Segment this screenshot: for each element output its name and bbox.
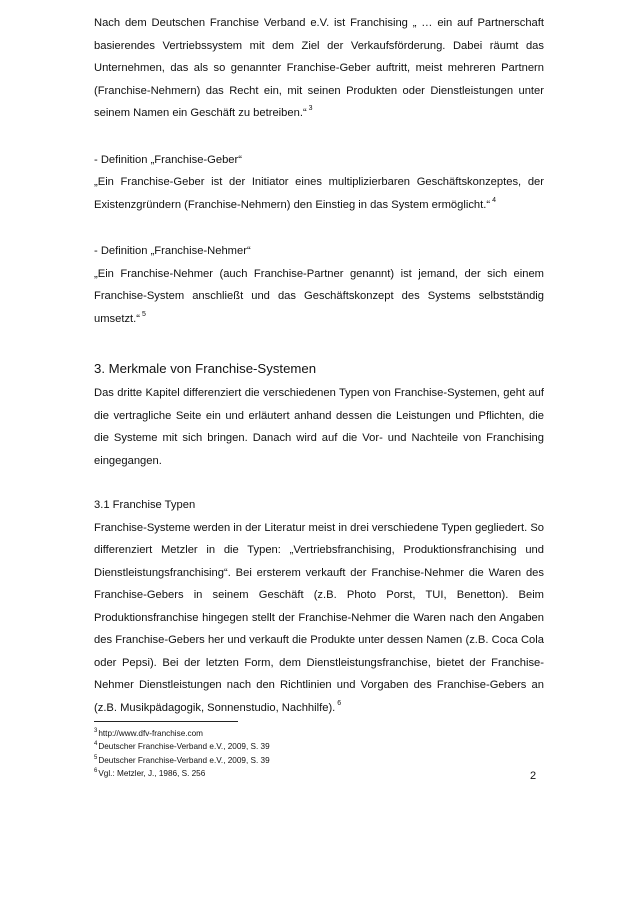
footnote-ref: 4 xyxy=(492,196,496,204)
footnote: $^5$Deutscher Franchise-Verband e.V., 2009, S. 39 xyxy=(94,754,270,765)
definition-geber-paragraph: „Ein Franchise-Geber ist der Initiator eines multiplizierbaren Geschäftskonzeptes, der Existenzgründern (Franchise-Nehmern) den Einstieg in das System ermöglicht.“ $^4$ xyxy=(94,176,544,211)
page-number: 2 xyxy=(530,770,537,782)
footnote: $^6$Vgl.: Metzler, J., 1986, S. 256 xyxy=(94,767,206,778)
section-3-1-heading: 3.1 Franchise Typen xyxy=(94,499,196,511)
footnote-ref: 5 xyxy=(142,310,146,318)
body-text xyxy=(94,12,544,721)
definition-nehmer-heading: - Definition „Franchise-Nehmer“ xyxy=(94,245,251,257)
definition-nehmer-paragraph: „Ein Franchise-Nehmer (auch Franchise-Partner genannt) ist jemand, der sich einem Franchise-System anschließt und das Geschäftskonzept des Systems selbstständig umsetzt.“ $^5$ xyxy=(94,267,544,325)
footnotes xyxy=(94,728,270,781)
section-3-1-paragraph: Franchise-Systeme werden in der Literatur meist in drei verschiedene Typen gegliedert. So differenziert Metzler in die Typen: „Vertriebsfranchising, Produktionsfranchising und Dienstleistungsfranchising“. Bei ersterem verkauft der Franchise-Nehmer die Waren des Franchise-Gebers in seinem Geschäft (z.B. Photo Porst, TUI, Benetton). Beim Produktionsfranchise hingegen stellt der Franchise-Nehmer die Waren nach den Angaben des Franchise-Gebers her und verkauft die Produkte unter dessen Namen (z.B. Coca Cola oder Pepsi). Bei der letzten Form, dem Dienstleistungsfranchise, bietet der Franchise-Nehmer Dienstleistungen nach den Richtlinien und Vorgaben des Franchise-Gebers an (z.B. Musikpädagogik, Sonnenstudio, Nachhilfe). $^6$ xyxy=(94,521,545,714)
footnote-ref: 6 xyxy=(337,699,342,707)
footnote-divider xyxy=(94,721,238,722)
section-3-heading: 3. Merkmale von Franchise-Systemen xyxy=(94,361,317,376)
intro-paragraph: Nach dem Deutschen Franchise Verband e.V. ist Franchising „ … ein auf Partnerschaft basierendes Vertriebssystem mit dem Ziel der Verkaufsförderung. Dabei räumt das Unternehmen, das als so genannter Franchise-Geber auftritt, meist mehreren Partnern (Franchise-Nehmern) das Recht ein, mit seinen Produkten oder Dienstleistungen unter seinem Namen ein Geschäft zu betreiben.“ $^3$ xyxy=(94,17,544,119)
footnote-ref: 3 xyxy=(308,105,313,112)
footnote: $^3$http://www.dfv-franchise.com xyxy=(94,728,203,738)
definition-geber-heading: - Definition „Franchise-Geber“ xyxy=(94,153,242,166)
footnote: $^4$Deutscher Franchise-Verband e.V., 2009, S. 39 xyxy=(94,741,270,752)
section-3-paragraph: Das dritte Kapitel differenziert die verschiedenen Typen von Franchise-Systemen, geht auf die vertragliche Seite ein und erläutert anhand dessen die Leistungen und Pflichten, die die Systeme mit sich bringen. Danach wird auf die Vor- und Nachteile von Franchising eingegangen. xyxy=(94,387,544,467)
